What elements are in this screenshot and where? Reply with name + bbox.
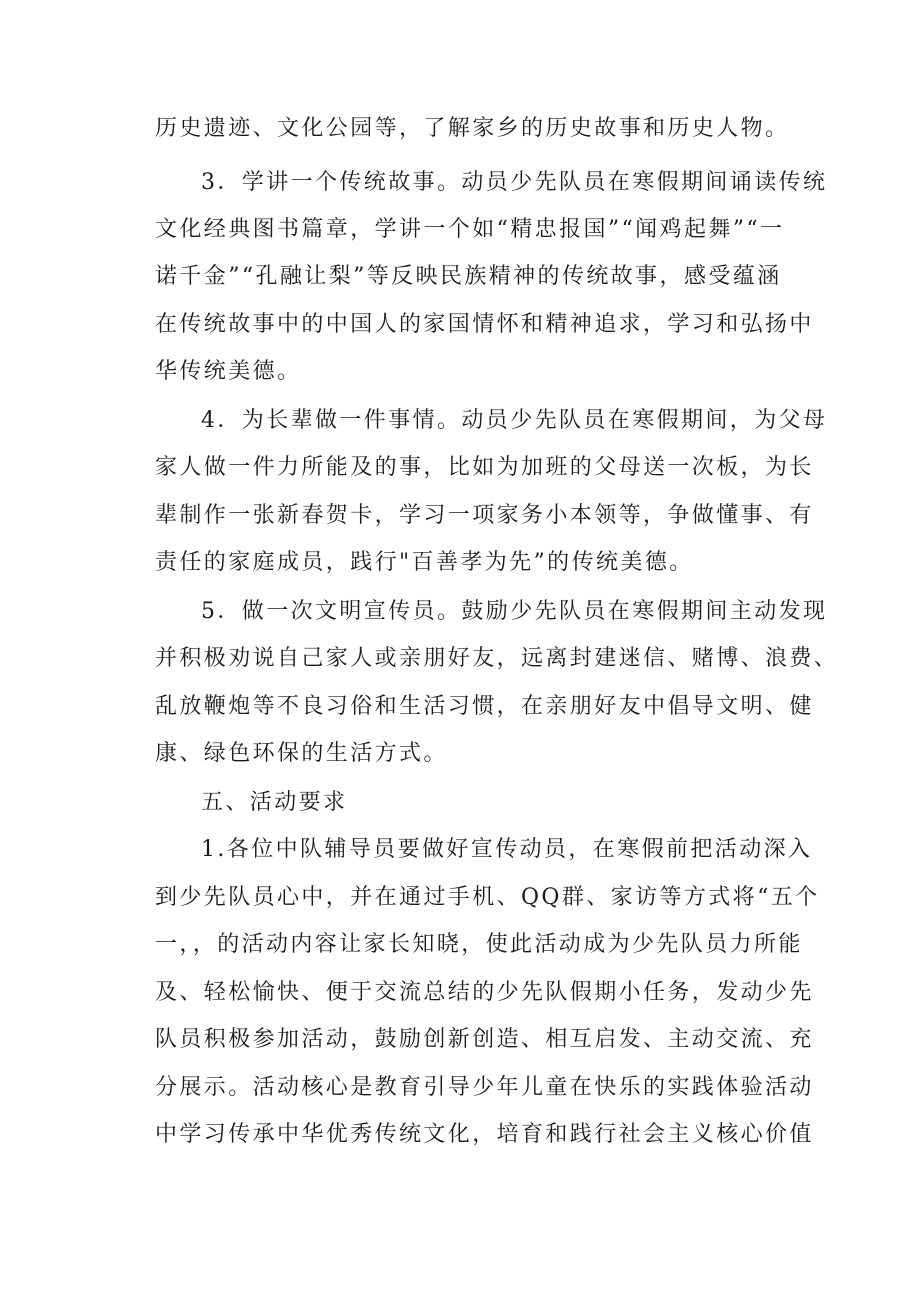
text-line: 中学习传承中华优秀传统文化，培育和践行社会主义核心价值 (155, 1122, 814, 1147)
text-line: 康、绿色环保的生活方式。 (155, 741, 448, 766)
text-line: 及、轻松愉快、便于交流总结的少先队假期小任务，发动少先 (155, 980, 814, 1005)
text-line: 分展示。活动核心是教育引导少年儿童在快乐的实践体验活动 (155, 1075, 814, 1100)
text-line: 责任的家庭成员，践行"百善孝为先”的传统美德。 (155, 550, 694, 575)
text-line: 乱放鞭炮等不良习俗和生活习惯，在亲朋好友中倡导文明、健 (155, 694, 814, 719)
text-line: 家人做一件力所能及的事，比如为加班的父母送一次板，为长 (155, 455, 814, 480)
section-heading: 五、活动要求 (201, 790, 348, 815)
text-line: 到少先队员心中，并在通过手机、QQ群、家访等方式将“五个 (155, 885, 820, 910)
text-line: 1.各位中队辅导员要做好宣传动员，在寒假前把活动深入 (201, 837, 813, 862)
text-line: 诺千金”“孔融让梨”等反映民族精神的传统故事，感受蕴涵 (155, 264, 782, 289)
text-line: 华传统美德。 (155, 359, 302, 384)
text-line: 一，，的活动内容让家长知晓，使此活动成为少先队员力所能 (155, 932, 803, 957)
text-line: 在传统故事中的中国人的家国情怀和精神追求，学习和弘扬中 (155, 312, 814, 337)
text-line: 4．为长辈做一件事情。动员少先队员在寒假期间，为父母 (201, 408, 828, 433)
text-line: 5．做一次文明宣传员。鼓励少先队员在寒假期间主动发现 (201, 599, 828, 624)
text-line: 并积极劝说自己家人或亲朋好友，远离封建迷信、赌博、浪费、 (155, 646, 839, 671)
text-line: 文化经典图书篇章，学讲一个如“精忠报国”“闻鸡起舞”“一 (155, 217, 785, 242)
text-line: 3．学讲一个传统故事。动员少先队员在寒假期间诵读传统 (201, 170, 828, 195)
text-line: 辈制作一张新春贺卡，学习一项家务小本领等，争做懂事、有 (155, 503, 814, 528)
text-line: 队员积极参加活动，鼓励创新创造、相互启发、主动交流、充 (155, 1027, 814, 1052)
text-line: 历史遗迹、文化公园等，了解家乡的历史故事和历史人物。 (155, 116, 790, 141)
